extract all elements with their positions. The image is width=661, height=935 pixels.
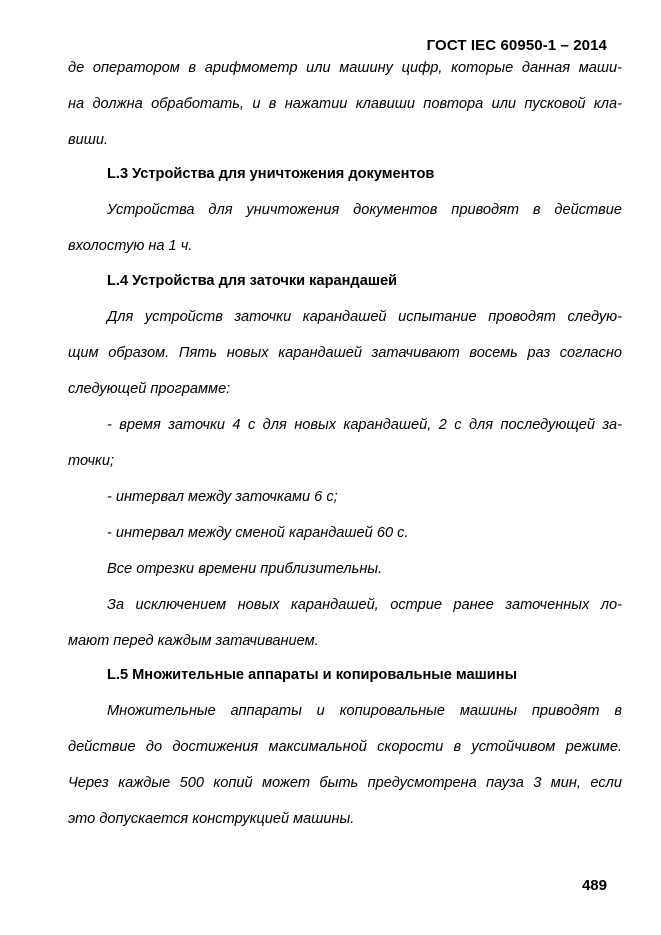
text-line: щим образом. Пять новых карандашей затачивают восемь раз согласно (68, 345, 622, 361)
text-line: вхолостую на 1 ч. (68, 238, 193, 254)
text-line: Все отрезки времени приблизительны. (107, 561, 383, 577)
text-line: следующей программе: (68, 381, 231, 397)
text-line: Для устройств заточки карандашей испытание проводят следую- (107, 309, 622, 325)
section-heading-l3: L.3 Устройства для уничтожения документов (107, 166, 435, 182)
section-heading-l5: L.5 Множительные аппараты и копировальные машины (107, 667, 518, 683)
text-line: это допускается конструкцией машины. (68, 811, 355, 827)
text-line: Через каждые 500 копий может быть предусмотрена пауза 3 мин, если (68, 775, 622, 791)
text-line: виши. (68, 132, 109, 148)
text-line: Множительные аппараты и копировальные машины приводят в (107, 703, 622, 719)
paragraph-shredders (68, 192, 622, 264)
list-item-sharpening-time (68, 407, 622, 479)
paragraph-break-tip (68, 587, 622, 659)
document-header: ГОСТ IEC 60950-1 – 2014 (426, 37, 607, 54)
text-line: де оператором в арифмометр или машину цифр, которые данная маши- (68, 60, 622, 76)
text-line: - интервал между заточками 6 с; (107, 489, 338, 505)
text-line: мают перед каждым затачиванием. (68, 633, 319, 649)
text-line: точки; (68, 453, 115, 469)
list-item-interval (68, 479, 622, 515)
paragraph-continuation (68, 50, 622, 158)
paragraph-approximate (68, 551, 622, 587)
text-line: - интервал между сменой карандашей 60 с. (107, 525, 409, 541)
text-line: За исключением новых карандашей, острие ранее заточенных ло- (107, 597, 622, 613)
text-line: действие до достижения максимальной скорости в устойчивом режиме. (68, 739, 622, 755)
paragraph-copiers (68, 693, 622, 837)
text-line: Устройства для уничтожения документов приводят в действие (107, 202, 622, 218)
list-item-pencil-change (68, 515, 622, 551)
text-line: на должна обработать, и в нажатии клавиши повтора или пусковой кла- (68, 96, 622, 112)
page-number: 489 (581, 877, 607, 894)
paragraph-sharpeners (68, 299, 622, 407)
section-heading-l4: L.4 Устройства для заточки карандашей (107, 273, 398, 289)
text-line: - время заточки 4 с для новых карандашей, 2 с для последующей за- (107, 417, 622, 433)
